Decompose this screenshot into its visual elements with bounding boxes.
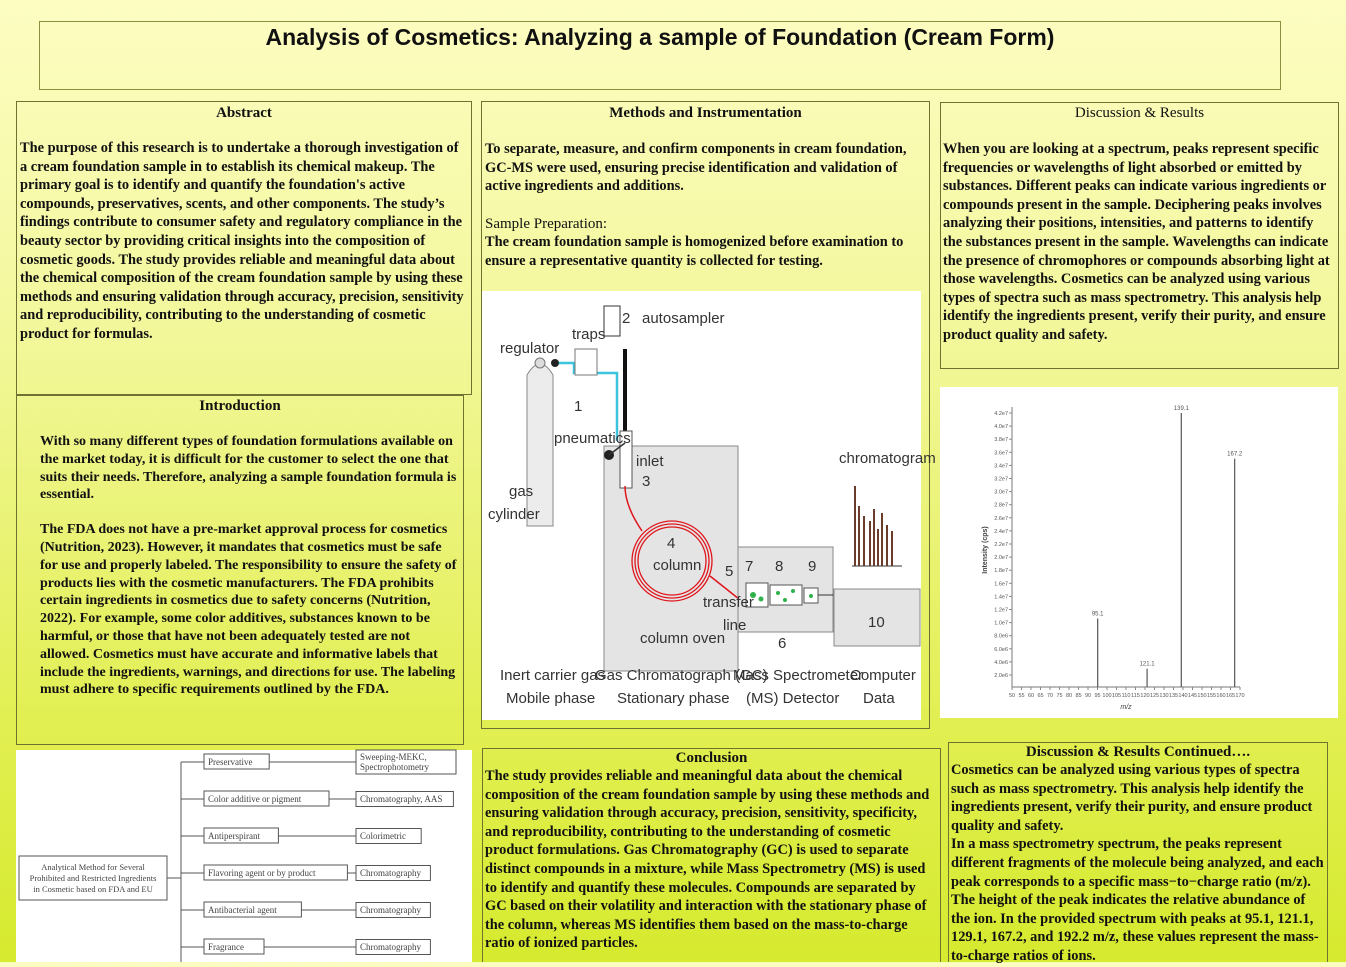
- diagram-label-column: column: [653, 557, 702, 574]
- tree-method-4: Chromatography: [360, 905, 421, 915]
- diagram-label-8: 8: [775, 558, 784, 575]
- diagram-label-stationary-phase: Stationary phase: [617, 690, 730, 707]
- y-tick-label: 1.0e7: [994, 620, 1008, 627]
- poster-title: Analysis of Cosmetics: Analyzing a sample of Foundation (Cream Form): [265, 24, 1055, 50]
- introduction-panel: [16, 395, 464, 745]
- analytical-method-svg: [16, 750, 472, 962]
- y-tick-label: 3.2e7: [994, 476, 1008, 483]
- tree-method-2: Colorimetric: [360, 831, 406, 841]
- x-tick-label: 105: [1111, 693, 1122, 699]
- y-tick-label: 4.0e6: [994, 659, 1008, 666]
- y-tick-label: 4.2e7: [994, 411, 1008, 417]
- x-tick-label: 160: [1216, 693, 1226, 699]
- mass-analyzer: [770, 585, 802, 605]
- discussion-continued-heading: Discussion & Results Continued….: [1025, 744, 1251, 760]
- methods-paragraph: To separate, measure, and confirm components in cream foundation, GC-MS were used, ensuring precise identification and validation of active ingredients and additions.: [485, 141, 907, 195]
- x-tick-label: 75: [1056, 693, 1063, 699]
- diagram-label-9: 9: [808, 558, 817, 575]
- y-tick-label: 2.8e7: [994, 502, 1008, 509]
- analytical-method-figure: [16, 750, 472, 962]
- diagram-label-autosampler-num: 2: [622, 310, 631, 327]
- diagram-label-transfer: transfer: [703, 594, 754, 611]
- y-tick-label: 3.8e7: [994, 437, 1008, 444]
- conclusion-panel: [482, 748, 941, 962]
- diagram-label-inert-carrier-gas: Inert carrier gas: [500, 667, 606, 684]
- gcms-diagram-svg: [482, 291, 936, 720]
- introduction-paragraph-1: With so many different types of foundation formulations available on the market today, it is difficult for the customer to select the one that suits their needs. Therefore, analyzing a sample foundation formula is essential.: [40, 434, 457, 503]
- abstract-text: The purpose of this research is to undertake a thorough investigation of a cream foundation sample in to establish its chemical makeup. The primary goal is to identify and quantify the foundation's active compounds, preservatives, scents, and other components. The study’s findings contribute to consumer safety and regulatory compliance in the beauty sector by providing critical insights into the composition of cosmetic goods. The study provides reliable and meaningful data about the chemical composition of the cream foundation sample by using these methods and ensuring validation through accuracy, precision, sensitivity and reproducibility, contributing to the understanding of cosmetic product for formulas.: [20, 140, 464, 342]
- tree-method-0-0: Sweeping-MEKC,: [360, 752, 427, 762]
- diagram-label-inlet: inlet: [636, 453, 664, 470]
- x-tick-label: 70: [1046, 693, 1054, 699]
- x-tick-label: 80: [1065, 693, 1073, 699]
- x-tick-label: 90: [1084, 693, 1092, 699]
- tree-ingredient-0: Preservative: [208, 757, 253, 767]
- x-tick-label: 130: [1159, 693, 1169, 699]
- tree-method-0-1: Spectrophotometry: [360, 762, 429, 772]
- diagram-label-autosampler: autosampler: [642, 310, 725, 327]
- y-tick-label: 2.2e7: [994, 542, 1008, 548]
- mass-spectrum-svg: [940, 387, 1338, 718]
- y-tick-label: 6.0e6: [994, 646, 1008, 653]
- diagram-label-data: Data: [863, 690, 895, 707]
- y-tick-label: 1.8e7: [994, 568, 1008, 575]
- conclusion-heading: Conclusion: [675, 750, 748, 766]
- mass-spectrum-chart: [940, 387, 1338, 718]
- x-tick-label: 100: [1102, 693, 1112, 699]
- diagram-label-cylinder: cylinder: [488, 506, 540, 523]
- x-tick-label: 60: [1027, 693, 1035, 699]
- sample-prep-text: The cream foundation sample is homogenized before examination to ensure a representative quantity is collected for testing.: [485, 234, 904, 269]
- tree-ingredient-3: Flavoring agent or by product: [208, 868, 316, 878]
- discussion-heading: Discussion & Results: [1074, 105, 1205, 121]
- y-tick-label: 3.6e7: [994, 450, 1008, 457]
- diagram-label-3: 3: [642, 473, 651, 490]
- chromatogram-peaks: [854, 486, 893, 566]
- diagram-label-4: 4: [667, 535, 676, 552]
- x-tick-label: 125: [1149, 693, 1160, 699]
- y-tick-label: 1.6e7: [994, 581, 1008, 588]
- y-tick-label: 2.0e7: [994, 555, 1008, 562]
- discussion-continued-paragraph-1: Cosmetics can be analyzed using various types of spectra such as mass spectrometry. This analysis help identify the ingredients present, verify their purity, and ensure product quality and safety.: [951, 762, 1313, 834]
- x-tick-label: 155: [1206, 693, 1217, 699]
- diagram-label-pneumatics: pneumatics: [554, 430, 631, 447]
- diagram-label-7: 7: [745, 558, 754, 575]
- x-tick-label: 140: [1178, 693, 1188, 699]
- diagram-label-1: 1: [574, 398, 583, 415]
- diagram-label-line: line: [723, 617, 747, 634]
- x-tick-label: 65: [1037, 693, 1044, 699]
- x-tick-label: 85: [1075, 693, 1082, 699]
- x-tick-label: 50: [1008, 693, 1016, 699]
- tree-ingredient-5: Fragrance: [208, 942, 244, 952]
- tree-method-3: Chromatography: [360, 868, 421, 878]
- x-axis-label: m/z: [1120, 704, 1132, 711]
- y-tick-label: 4.0e7: [994, 424, 1008, 431]
- introduction-paragraph-2: The FDA does not have a pre-market approval process for cosmetics (Nutrition, 2023). However, it mandates that cosmetics must be safe for use and properly labeled. The responsibility to ensure the safety of products lies with the cosmetic manufacturers. The FDA prohibits certain ingredients in cosmetics due to safety concerns (Nutrition, 2022). For example, some color additives, substances known to be harmful, or those that have not been adequately tested are not allowed. Cosmetics must have accurate and informative labels that include the ingredients, warnings, and directions for use. The labeling must adhere to specific requirements outlined by the FDA.: [40, 522, 457, 698]
- tree-root-line-1: Analytical Method for Several: [41, 862, 145, 872]
- peak-label: 121.1: [1139, 661, 1155, 668]
- y-tick-label: 3.4e7: [994, 463, 1008, 470]
- y-tick-label: 2.6e7: [994, 515, 1008, 522]
- x-tick-label: 55: [1018, 693, 1025, 699]
- gas-cylinder-shape: [527, 364, 553, 526]
- y-axis-label: Intensity (cps): [982, 526, 989, 574]
- diagram-label-computer: Computer: [850, 667, 916, 684]
- diagram-label-gc: Gas Chromatograph (GC): [595, 667, 768, 684]
- discussion-text: When you are looking at a spectrum, peaks represent specific frequencies or wavelengths of light absorbed or emitted by substances. Different peaks can indicate various ingredients or compounds present in the sample. Deciphering peaks involves analyzing their positions, intensities, and patterns to identify the substances present in the sample. Wavelengths can indicate the presence of chromophores or compounds absorbing light at those wavelengths. Cosmetics can be analyzed using various types of spectra such as mass spectrometry. This analysis help identify the ingredients present, verify their purity, and ensure product quality and safety.: [943, 141, 1330, 343]
- x-tick-label: 150: [1197, 693, 1207, 699]
- diagram-label-6: 6: [778, 635, 787, 652]
- x-tick-label: 170: [1235, 693, 1245, 699]
- abstract-panel: [16, 101, 472, 395]
- diagram-label-traps: traps: [572, 326, 606, 343]
- regulator-knob: [551, 359, 559, 367]
- x-tick-label: 115: [1131, 693, 1140, 699]
- tree-ingredient-1: Color additive or pigment: [208, 794, 302, 804]
- gcms-diagram: [482, 291, 936, 720]
- diagram-label-ms-detector: (MS) Detector: [746, 690, 840, 707]
- tree-method-5: Chromatography: [360, 942, 421, 952]
- diagram-label-column-oven: column oven: [640, 630, 726, 647]
- diagram-label-mobile-phase: Mobile phase: [506, 690, 596, 707]
- x-tick-label: 110: [1121, 693, 1131, 699]
- diagram-label-regulator: regulator: [500, 340, 560, 357]
- autosampler-shape: [604, 306, 620, 336]
- x-tick-label: 135: [1168, 693, 1179, 699]
- discussion-panel: [940, 102, 1339, 369]
- y-tick-label: 3.0e7: [994, 489, 1008, 496]
- diagram-label-chromatogram: chromatogram: [839, 450, 936, 467]
- x-tick-label: 165: [1225, 693, 1236, 699]
- regulator-shape: [535, 358, 545, 368]
- discussion-continued-paragraph-2: In a mass spectrometry spectrum, the peaks represent different fragments of the molecule being analyzed, and each peak corresponds to a specific mass−to−charge ratio (m/z). The height of the peak indicates the relative abundance of the ion. In the provided spectrum with peaks at 95.1, 121.1, 129.1, 167.2, and 192.2 m/z, these values represent the mass-to-charge ratios of ions.: [951, 836, 1324, 964]
- x-tick-label: 145: [1187, 693, 1198, 699]
- peak-label: 139.1: [1173, 406, 1189, 412]
- diagram-label-ms: Mass Spectrometer: [733, 667, 864, 684]
- y-tick-label: 1.2e7: [994, 607, 1008, 614]
- y-tick-label: 8.0e6: [994, 633, 1008, 640]
- discussion-continued-panel: [948, 742, 1328, 962]
- conclusion-text: The study provides reliable and meaningful data about the chemical composition of the cream foundation sample by using these methods and ensuring validation through accuracy, precision, sensitivity, specificity, and reproducibility, contributing to the understanding of cosmetic product formulations. Gas Chromatography (GC) is used to separate distinct compounds in a mixture, while Mass Spectrometry (MS) is used to identify and quantify these molecules. Compounds are separated by GC based on their volatility and interaction with the stationary phase of the column, whereas MS identifies them based on the mass-to-charge ratio of ionized particles.: [485, 768, 930, 952]
- traps-shape: [575, 349, 597, 375]
- diagram-label-gas: gas: [509, 483, 534, 500]
- y-tick-label: 2.0e6: [994, 673, 1008, 679]
- x-tick-label: 120: [1140, 693, 1150, 699]
- peak-label: 95.1: [1091, 611, 1104, 618]
- tree-ingredient-2: Antiperspirant: [208, 831, 260, 841]
- diagram-label-5: 5: [725, 563, 734, 580]
- peak-label: 167.2: [1227, 451, 1243, 458]
- sample-prep-heading: Sample Preparation:: [485, 215, 608, 232]
- y-tick-label: 1.4e7: [994, 594, 1008, 601]
- introduction-heading: Introduction: [199, 398, 281, 414]
- methods-heading: Methods and Instrumentation: [609, 105, 802, 121]
- tree-ingredient-4: Antibacterial agent: [208, 905, 277, 915]
- tree-root-line-2: Prohibited and Restricted Ingredients: [29, 873, 157, 883]
- x-tick-label: 95: [1094, 693, 1101, 699]
- y-tick-label: 2.4e7: [994, 528, 1008, 535]
- title-box: [39, 21, 1281, 90]
- diagram-label-10: 10: [868, 614, 885, 631]
- tree-method-1: Chromatography, AAS: [360, 794, 443, 804]
- abstract-heading: Abstract: [216, 105, 272, 121]
- tree-root-line-3: in Cosmetic based on FDA and EU: [33, 884, 153, 894]
